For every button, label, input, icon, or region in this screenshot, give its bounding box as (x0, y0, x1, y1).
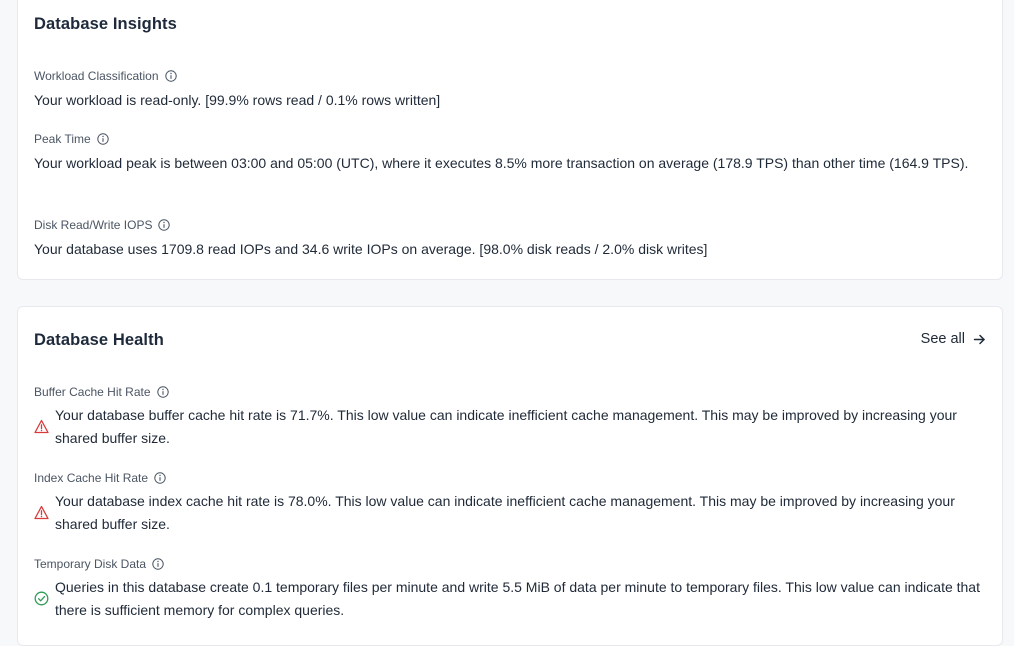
see-all-label: See all (920, 331, 965, 347)
disk-iops-label-text: Disk Read/Write IOPS (34, 218, 153, 232)
index-cache-label-text: Index Cache Hit Rate (34, 471, 149, 485)
warning-icon (34, 505, 49, 520)
index-cache-label (34, 471, 166, 485)
check-circle-icon (34, 591, 49, 606)
info-icon[interactable] (154, 472, 166, 484)
workload-classification-label-text: Workload Classification (34, 69, 159, 83)
index-cache-text: Your database index cache hit rate is 78.0%. This low value can indicate inefficient cache management. This may be improved by increasing your shared buffer size. (55, 493, 955, 532)
info-icon[interactable] (97, 133, 109, 145)
buffer-cache-label-text: Buffer Cache Hit Rate (34, 385, 151, 399)
disk-iops-text: Your database uses 1709.8 read IOPs and 34.6 write IOPs on average. [98.0% disk reads / 2.0% disk writes] (34, 241, 708, 257)
insights-title: Database Insights (34, 15, 177, 33)
peak-time-label (34, 132, 109, 146)
see-all-link[interactable] (921, 331, 986, 347)
database-health-card (17, 306, 1003, 646)
arrow-right-icon (973, 333, 986, 346)
database-insights-card (17, 0, 1003, 280)
buffer-cache-text: Your database buffer cache hit rate is 71.7%. This low value can indicate inefficient cache management. This may be improved by increasing your shared buffer size. (55, 407, 957, 446)
temp-disk-label (34, 557, 164, 571)
buffer-cache-label (34, 385, 169, 399)
peak-time-label-text: Peak Time (34, 132, 91, 146)
info-icon[interactable] (152, 558, 164, 570)
temp-disk-label-text: Temporary Disk Data (34, 557, 147, 571)
peak-time-text: Your workload peak is between 03:00 and 05:00 (UTC), where it executes 8.5% more transaction on average (178.9 TPS) than other time (164.9 TPS). (34, 155, 969, 171)
workload-classification-text: Your workload is read-only. [99.9% rows read / 0.1% rows written] (34, 92, 441, 108)
disk-iops-label (34, 218, 170, 232)
warning-icon (34, 419, 49, 434)
info-icon[interactable] (165, 70, 177, 82)
workload-classification-label (34, 69, 177, 83)
temp-disk-text: Queries in this database create 0.1 temporary files per minute and write 5.5 MiB of data per minute to temporary files. This low value can indicate that there is sufficient memory for complex queries. (55, 579, 980, 618)
info-icon[interactable] (157, 386, 169, 398)
info-icon[interactable] (158, 219, 170, 231)
health-title: Database Health (34, 331, 164, 349)
